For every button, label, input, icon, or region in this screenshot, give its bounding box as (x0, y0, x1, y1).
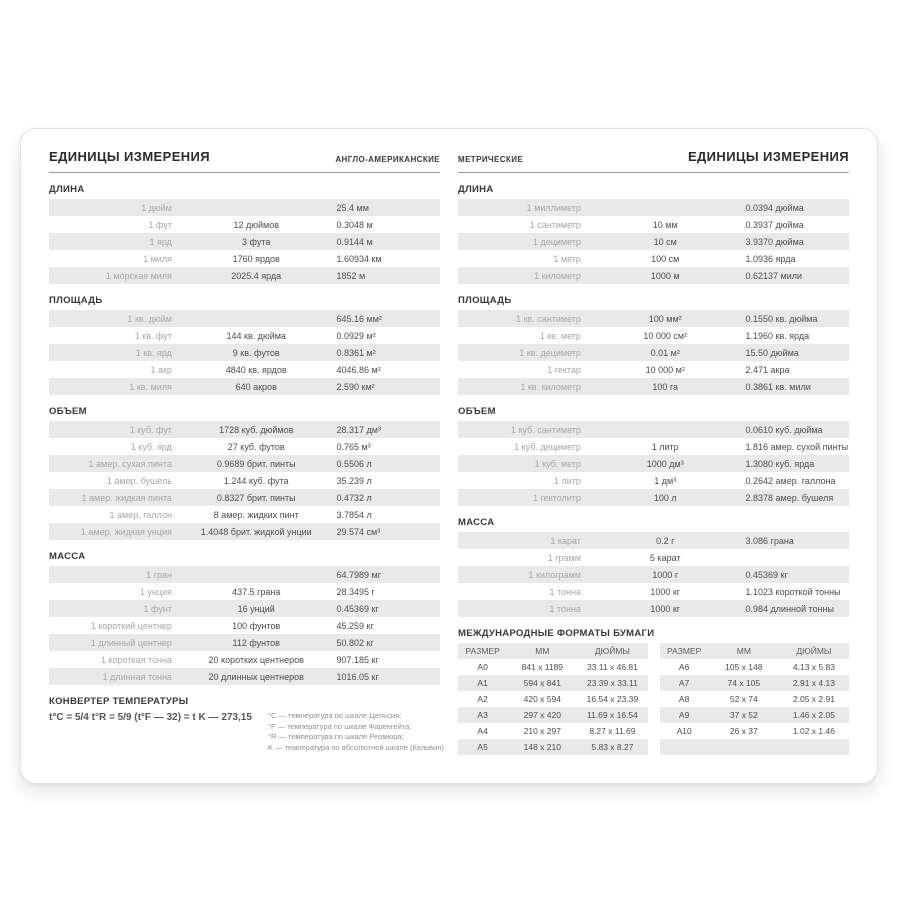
unit-name: 1 амер. жидкая пинта (81, 492, 172, 503)
unit-value: 0.45369 кг (745, 569, 788, 580)
section-anglo-volume (49, 406, 440, 540)
paper-size: A2 (477, 694, 488, 704)
paper-inches: 1.02 x 1.46 (792, 726, 835, 736)
unit-equivalent: 20 коротких центнеров (208, 654, 304, 665)
paper-row (458, 659, 648, 675)
section-paper-formats (458, 628, 849, 755)
anglo-volume-table (49, 421, 440, 540)
unit-value: 3.7854 л (336, 509, 372, 520)
paper-header-size: РАЗМЕР (667, 646, 702, 656)
unit-value: 45.259 кг (336, 620, 374, 631)
unit-name: 1 короткая тонна (100, 654, 172, 665)
table-row (49, 506, 440, 523)
unit-equivalent: 10 см (653, 236, 677, 247)
table-row (458, 566, 849, 583)
anglo-american-column (49, 149, 444, 763)
unit-equivalent: 16 унций (237, 603, 275, 614)
unit-equivalent: 10 000 м² (645, 364, 685, 375)
temperature-body (49, 711, 444, 753)
unit-equivalent: 4840 кв. ярдов (225, 364, 287, 375)
unit-equivalent: 100 см (651, 253, 680, 264)
unit-equivalent: 8 амер. жидких пинт (213, 509, 299, 520)
unit-equivalent: 1000 кг (650, 603, 681, 614)
unit-value: 0.3861 кв. мили (745, 381, 811, 392)
unit-equivalent: 100 л (653, 492, 677, 503)
unit-value: 1.0936 ярда (745, 253, 796, 264)
table-row (49, 523, 440, 540)
unit-name: 1 амер. жидкая унция (80, 526, 172, 537)
metric-mass-table (458, 532, 849, 617)
table-row (49, 250, 440, 267)
table-row (458, 583, 849, 600)
paper-mm: 52 x 74 (729, 694, 758, 704)
temperature-note: °R — температура по шкале Реомюра; (267, 732, 404, 741)
unit-equivalent: 640 акров (235, 381, 277, 392)
unit-equivalent: 1000 м (650, 270, 680, 281)
metric-volume-table (458, 421, 849, 506)
table-row (49, 327, 440, 344)
unit-value: 0.9144 м (336, 236, 373, 247)
temperature-formula: t°C = 5/4 t°R = 5/9 (t°F — 32) = t K — 273,15 (49, 712, 252, 723)
unit-value: 645.16 мм² (336, 313, 382, 324)
paper-table-body (660, 659, 850, 755)
section-title-mass: МАССА (458, 517, 495, 528)
unit-name: 1 гран (146, 569, 172, 580)
unit-value: 64.7989 мг (336, 569, 382, 580)
section-title-paper-formats: МЕЖДУНАРОДНЫЕ ФОРМАТЫ БУМАГИ (458, 628, 655, 639)
unit-equivalent: 1728 куб. дюймов (219, 424, 294, 435)
unit-value: 25.4 мм (336, 202, 369, 213)
paper-size: A8 (678, 694, 690, 704)
table-row (49, 421, 440, 438)
metric-length-table (458, 199, 849, 284)
paper-inches: 1.46 x 2.05 (792, 710, 835, 720)
table-row (49, 199, 440, 216)
unit-value: 29.574 см³ (336, 526, 381, 537)
paper-size: A5 (477, 742, 488, 752)
temperature-note: °C — температура по шкале Цельсия; (267, 711, 402, 720)
unit-equivalent: 437.5 грана (232, 586, 281, 597)
unit-value: 28.3495 г (336, 586, 375, 597)
unit-equivalent: 5 карат (649, 552, 681, 563)
unit-equivalent: 9 кв. футов (232, 347, 280, 358)
paper-row (458, 675, 648, 691)
unit-name: 1 миллиметр (526, 202, 581, 213)
unit-equivalent: 100 мм² (648, 313, 682, 324)
table-row (49, 634, 440, 651)
unit-name: 1 кв. километр (520, 381, 581, 392)
unit-name: 1 дециметр (532, 236, 581, 247)
metric-column (458, 149, 849, 763)
unit-equivalent: 27 куб. футов (227, 441, 285, 452)
unit-value: 3.086 грана (745, 535, 794, 546)
section-title-temperature: КОНВЕРТЕР ТЕМПЕРАТУРЫ (49, 696, 189, 707)
left-page-title: ЕДИНИЦЫ ИЗМЕРЕНИЯ (49, 149, 211, 164)
paper-mm: 26 x 37 (729, 726, 758, 736)
section-anglo-length (49, 184, 440, 284)
unit-name: 1 килограмм (528, 569, 581, 580)
unit-value: 0.4732 л (336, 492, 372, 503)
unit-name: 1 длинная тонна (102, 671, 172, 682)
paper-table-header (458, 643, 648, 659)
unit-value: 1852 м (336, 270, 366, 281)
unit-value: 3.9370 дюйма (745, 236, 804, 247)
paper-mm: 210 x 297 (523, 726, 561, 736)
right-page-title: ЕДИНИЦЫ ИЗМЕРЕНИЯ (687, 149, 849, 164)
unit-equivalent: 12 дюймов (233, 219, 279, 230)
paper-row (660, 659, 850, 675)
unit-value: 35.239 л (336, 475, 372, 486)
table-row (458, 199, 849, 216)
unit-value: 1.1023 короткой тонны (745, 586, 841, 597)
paper-table-a0-a5 (458, 643, 648, 755)
unit-equivalent: 144 кв. дюйма (226, 330, 286, 341)
table-row (49, 600, 440, 617)
unit-value: 0.62137 мили (745, 270, 803, 281)
section-title-mass: МАССА (49, 551, 86, 562)
table-row (458, 310, 849, 327)
paper-mm: 594 x 841 (523, 678, 561, 688)
unit-name: 1 кв. дециметр (519, 347, 581, 358)
unit-name: 1 куб. сантиметр (510, 424, 581, 435)
paper-size: A6 (678, 662, 690, 672)
unit-value: 0.984 длинной тонны (745, 603, 834, 614)
unit-equivalent: 1760 ярдов (232, 253, 280, 264)
section-metric-mass (458, 517, 849, 617)
unit-value: 15.50 дюйма (745, 347, 799, 358)
table-row (49, 438, 440, 455)
table-row (49, 216, 440, 233)
unit-value: 1.816 амер. сухой пинты (745, 441, 849, 452)
unit-value: 0.8361 м² (336, 347, 376, 358)
paper-table-body (458, 659, 648, 755)
table-row (458, 421, 849, 438)
table-row (458, 472, 849, 489)
section-anglo-mass (49, 551, 440, 685)
table-row (458, 327, 849, 344)
unit-equivalent: 0.2 г (656, 535, 675, 546)
paper-mm: 297 x 420 (523, 710, 561, 720)
table-row (458, 233, 849, 250)
unit-equivalent: 100 га (652, 381, 679, 392)
paper-row (458, 691, 648, 707)
paper-size: A4 (477, 726, 488, 736)
table-row (49, 378, 440, 395)
table-row (49, 344, 440, 361)
unit-value: 0.1550 кв. дюйма (745, 313, 818, 324)
unit-name: 1 тонна (549, 586, 581, 597)
unit-value: 50.802 кг (336, 637, 374, 648)
anglo-area-table (49, 310, 440, 395)
paper-row (660, 691, 850, 707)
unit-name: 1 тонна (549, 603, 581, 614)
unit-name: 1 литр (554, 475, 581, 486)
paper-table-header (660, 643, 850, 659)
table-row (458, 455, 849, 472)
unit-equivalent: 3 фута (242, 236, 271, 247)
table-row (49, 472, 440, 489)
unit-equivalent: 20 длинных центнеров (208, 671, 304, 682)
table-row (458, 532, 849, 549)
unit-equivalent: 10 000 см² (643, 330, 688, 341)
section-anglo-area (49, 295, 440, 395)
paper-header-size: РАЗМЕР (465, 646, 500, 656)
paper-inches: 4.13 x 5.83 (792, 662, 835, 672)
unit-value: 28.317 дм³ (336, 424, 381, 435)
temperature-note: °F — температура по шкале Фаренгейта; (267, 721, 412, 731)
unit-name: 1 длинный центнер (90, 637, 172, 648)
temperature-notes (267, 711, 444, 753)
table-row (49, 455, 440, 472)
paper-inches: 16.54 x 23.39 (586, 694, 639, 704)
unit-name: 1 миля (143, 253, 172, 264)
unit-value: 2.8378 амер. бушеля (745, 492, 834, 503)
table-row (49, 668, 440, 685)
unit-name: 1 унция (139, 586, 172, 597)
section-title-volume: ОБЪЕМ (49, 406, 87, 417)
unit-name: 1 сантиметр (529, 219, 581, 230)
unit-name: 1 кв. метр (539, 330, 581, 341)
paper-inches: 5.83 x 8.27 (591, 742, 634, 752)
paper-table-a6-a10 (660, 643, 850, 755)
paper-inches: 8.27 x 11.69 (589, 726, 636, 736)
left-page-tag: АНГЛО-АМЕРИКАНСКИЕ (335, 155, 440, 164)
section-title-area: ПЛОЩАДЬ (49, 295, 103, 306)
paper-size: A7 (678, 678, 690, 688)
section-title-length: ДЛИНА (458, 184, 494, 195)
unit-value: 0.45369 кг (336, 603, 379, 614)
unit-name: 1 амер. бушель (106, 475, 172, 486)
paper-row (660, 739, 850, 755)
paper-mm: 105 x 148 (725, 662, 763, 672)
table-row (49, 361, 440, 378)
unit-equivalent: 1000 дм³ (646, 458, 684, 469)
table-row (49, 617, 440, 634)
table-row (458, 378, 849, 395)
section-temperature-converter (49, 696, 444, 753)
paper-header-mm: ММ (535, 646, 550, 656)
unit-value: 0.765 м³ (336, 441, 371, 452)
unit-name: 1 грамм (547, 552, 581, 563)
paper-row (458, 723, 648, 739)
table-row (49, 651, 440, 668)
unit-name: 1 ярд (149, 236, 172, 247)
paper-header-mm: ММ (736, 646, 751, 656)
section-metric-area (458, 295, 849, 395)
table-row (458, 267, 849, 284)
planner-reference-page (20, 128, 878, 784)
unit-value: 0.3937 дюйма (745, 219, 804, 230)
section-title-volume: ОБЪЕМ (458, 406, 496, 417)
unit-name: 1 гектолитр (533, 492, 581, 503)
unit-value: 0.5506 л (336, 458, 372, 469)
paper-mm: 74 x 105 (727, 678, 761, 688)
paper-header-inches: ДЮЙМЫ (594, 646, 630, 656)
paper-row (458, 707, 648, 723)
unit-value: 0.3048 м (336, 219, 373, 230)
paper-size: A3 (477, 710, 488, 720)
unit-name: 1 короткий центнер (90, 620, 172, 631)
unit-name: 1 кв. сантиметр (516, 313, 581, 324)
unit-equivalent: 1000 кг (650, 586, 681, 597)
unit-name: 1 акр (150, 364, 172, 375)
unit-name: 1 метр (553, 253, 581, 264)
unit-name: 1 дюйм (141, 202, 172, 213)
unit-name: 1 амер. сухая пинта (88, 458, 172, 469)
anglo-mass-table (49, 566, 440, 685)
unit-equivalent: 1.4048 брит. жидкой унции (200, 526, 312, 537)
paper-size: A1 (477, 678, 488, 688)
unit-value: 0.2642 амер. галлона (745, 475, 836, 486)
unit-name: 1 километр (534, 270, 581, 281)
paper-row (660, 675, 850, 691)
paper-inches: 11.69 x 16.54 (586, 710, 638, 720)
unit-name: 1 гектар (547, 364, 581, 375)
paper-tables (458, 643, 849, 755)
table-row (458, 216, 849, 233)
paper-inches: 2.05 x 2.91 (792, 694, 835, 704)
table-row (458, 344, 849, 361)
unit-equivalent: 1.244 куб. фута (223, 475, 289, 486)
paper-row (660, 707, 850, 723)
paper-inches: 23.39 x 33.11 (586, 678, 638, 688)
table-row (458, 600, 849, 617)
paper-size: A0 (477, 662, 488, 672)
unit-name: 1 кв. фут (134, 330, 172, 341)
unit-value: 1016.05 кг (336, 671, 379, 682)
anglo-length-table (49, 199, 440, 284)
paper-row (458, 739, 648, 755)
right-column-header (458, 149, 849, 173)
table-row (458, 438, 849, 455)
unit-equivalent: 100 фунтов (232, 620, 281, 631)
paper-row (660, 723, 850, 739)
paper-mm: 420 x 594 (523, 694, 561, 704)
unit-equivalent: 1 литр (651, 441, 679, 452)
unit-equivalent: 0.8327 брит. пинты (216, 492, 296, 503)
unit-name: 1 кв. ярд (135, 347, 172, 358)
unit-name: 1 куб. фут (129, 424, 172, 435)
unit-value: 2.471 акра (745, 364, 790, 375)
unit-name: 1 морская миля (105, 270, 172, 281)
paper-size: A9 (678, 710, 690, 720)
unit-name: 1 фунт (143, 603, 172, 614)
unit-equivalent: 0.9689 брит. пинты (216, 458, 296, 469)
unit-value: 4046.86 м² (336, 364, 381, 375)
right-page-tag: МЕТРИЧЕСКИЕ (458, 155, 524, 164)
unit-equivalent: 1000 г (652, 569, 679, 580)
unit-equivalent: 10 мм (652, 219, 678, 230)
table-row (49, 566, 440, 583)
unit-value: 1.60934 км (336, 253, 382, 264)
table-row (458, 549, 849, 566)
unit-value: 907.185 кг (336, 654, 379, 665)
unit-value: 0.0610 куб. дюйма (745, 424, 823, 435)
table-row (49, 310, 440, 327)
paper-mm: 841 x 1189 (521, 662, 564, 672)
table-row (458, 250, 849, 267)
unit-name: 1 карат (550, 535, 581, 546)
unit-name: 1 амер. галлон (109, 509, 172, 520)
section-title-length: ДЛИНА (49, 184, 85, 195)
table-row (49, 233, 440, 250)
unit-value: 0.0394 дюйма (745, 202, 804, 213)
table-row (458, 489, 849, 506)
table-row (49, 489, 440, 506)
section-title-area: ПЛОЩАДЬ (458, 295, 512, 306)
section-metric-volume (458, 406, 849, 506)
unit-equivalent: 0.01 м² (650, 347, 680, 358)
unit-name: 1 кв. миля (129, 381, 172, 392)
unit-equivalent: 2025.4 ярда (231, 270, 282, 281)
unit-name: 1 куб. ярд (130, 441, 172, 452)
unit-name: 1 фут (148, 219, 172, 230)
left-column-header (49, 149, 440, 173)
unit-equivalent: 112 фунтов (232, 637, 280, 648)
paper-inches: 33.11 x 46.81 (586, 662, 638, 672)
paper-size: A10 (676, 726, 692, 736)
section-metric-length (458, 184, 849, 284)
unit-value: 2.590 км² (336, 381, 375, 392)
unit-value: 0.0929 м² (336, 330, 376, 341)
unit-value: 1.1960 кв. ярда (745, 330, 810, 341)
unit-name: 1 кв. дюйм (127, 313, 172, 324)
temperature-note: K — температура по абсолютной шкале (Кельвин) (267, 742, 444, 752)
paper-mm: 37 x 52 (729, 710, 758, 720)
unit-name: 1 куб. метр (534, 458, 581, 469)
table-row (49, 583, 440, 600)
paper-inches: 2.91 x 4.13 (792, 678, 835, 688)
unit-value: 1.3080 куб. ярда (745, 458, 815, 469)
unit-equivalent: 1 дм³ (654, 475, 677, 486)
unit-name: 1 куб. дециметр (514, 441, 581, 452)
table-row (49, 267, 440, 284)
paper-header-inches: ДЮЙМЫ (796, 646, 832, 656)
paper-mm: 148 x 210 (523, 742, 561, 752)
table-row (458, 361, 849, 378)
metric-area-table (458, 310, 849, 395)
